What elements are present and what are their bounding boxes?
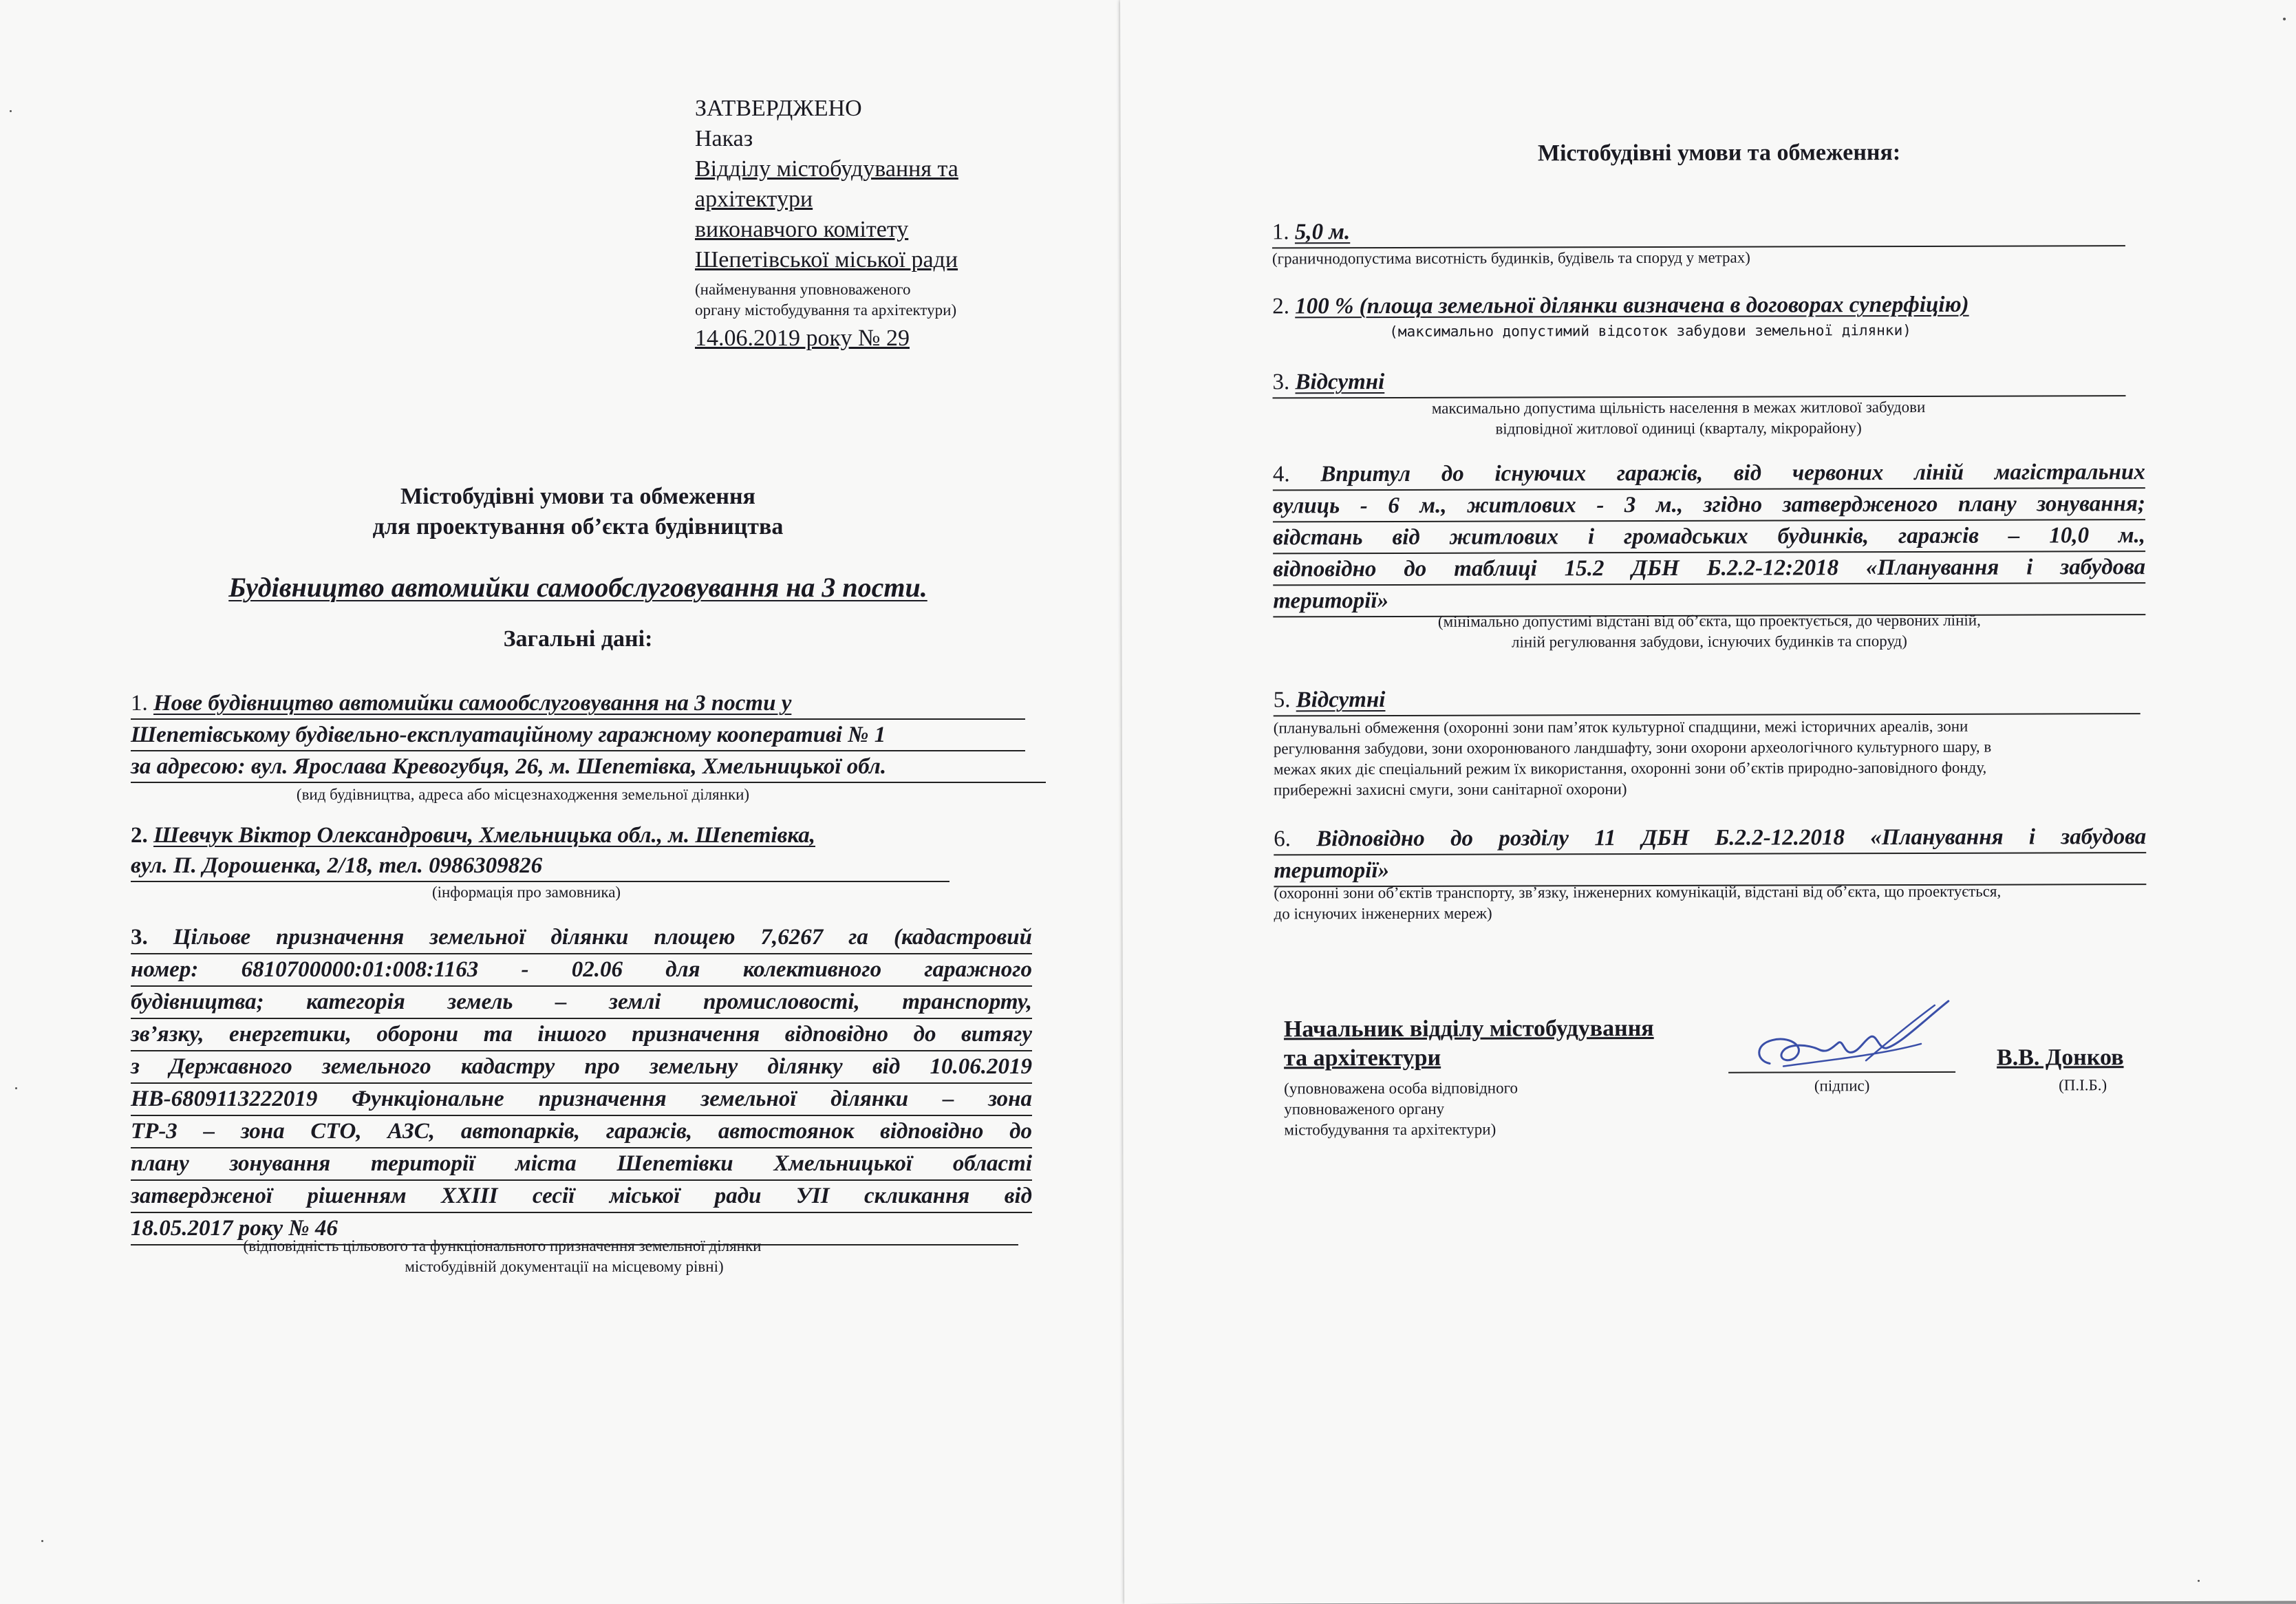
condition-4 — [1273, 457, 2146, 617]
item-number: 3. — [131, 925, 148, 950]
approval-block — [695, 94, 1080, 354]
item-number: 1. — [131, 691, 148, 716]
item-line: плану зонування території міста Шепетівки Хмельницької області — [131, 1148, 1032, 1181]
item-line: номер: 6810700000:01:008:1163 - 02.06 для колективного гаражного — [131, 954, 1032, 987]
condition-note: (граничнодопустима висотність будинків, будівель та споруд у метрах) — [1272, 248, 1750, 268]
signature-position — [1284, 1014, 1766, 1073]
item-line: з Державного земельного кадастру про земельну ділянку від 10.06.2019 — [131, 1051, 1032, 1084]
signature-note: (підпис) — [1814, 1077, 1870, 1095]
title-line: Містобудівні умови та обмеження — [400, 484, 755, 509]
condition-line: території» — [1273, 584, 2145, 617]
item-line: 18.05.2017 року № 46 — [131, 1213, 1018, 1245]
approval-org-line: виконавчого комітету — [695, 217, 909, 242]
approval-org-line: Відділу містобудування та — [695, 156, 958, 182]
condition-note: ліній регулювання забудови, існуючих будинків та споруд) — [1512, 632, 1907, 651]
item-note: (вид будівництва, адреса або місцезнаходження земельної ділянки) — [296, 786, 750, 803]
condition-line: Відповідно до розділу 11 ДБН Б.2.2-12.2018 «Планування і забудова — [1316, 824, 2147, 852]
item-line: зв’язку, енергетики, оборони та іншого призначення відповідно до витягу — [131, 1019, 1032, 1051]
item-line: Шепетівському будівельно-експлуатаційному гаражному кооперативі № 1 — [131, 720, 1025, 751]
general-heading: Загальні дані: — [503, 626, 653, 652]
condition-line: Відсутні — [1295, 369, 1385, 395]
approval-order: Наказ — [695, 126, 753, 151]
position-line: Начальник відділу містобудування — [1283, 1015, 1654, 1042]
condition-line: Впритул до існуючих гаражів, від червоних ліній магістральних — [1320, 460, 2145, 487]
condition-number: 5. — [1273, 687, 1291, 713]
conditions-heading: Містобудівні умови та обмеження: — [1537, 140, 1901, 167]
general-item-1 — [131, 688, 1039, 805]
signatory-name: В.В. Донков — [1996, 1045, 2124, 1071]
condition-1 — [1272, 215, 2167, 269]
approval-org-line: Шепетівської міської ради — [695, 247, 958, 272]
approval-org-line: архітектури — [695, 186, 813, 212]
condition-number: 6. — [1274, 826, 1291, 852]
condition-6 — [1274, 822, 2146, 887]
condition-note: (мінімально допустимі відстані від об’єкта, що проектується, до червоних ліній, — [1437, 611, 1981, 630]
condition-5 — [1274, 683, 2168, 800]
item-line: вул. П. Дорошенка, 2/18, тел. 0986309826 — [131, 851, 949, 882]
signature-position-note — [1284, 1078, 1628, 1140]
right-page — [1120, 0, 2296, 1604]
condition-2 — [1272, 289, 2167, 342]
position-note: містобудування та архітектури) — [1284, 1120, 1496, 1139]
approval-org-note: (найменування уповноваженого — [695, 281, 911, 298]
position-note: уповноваженого органу — [1284, 1100, 1445, 1118]
item-note: (інформація про замовника) — [431, 884, 621, 901]
condition-note: відповідної житлової одиниці (кварталу, мікрорайону) — [1495, 419, 1862, 438]
condition-note: (охоронні зони об’єктів транспорту, зв’язку, інженерних комунікацій, відстані від об’єкта, що проектується, — [1274, 882, 2002, 902]
condition-6-note — [1274, 881, 2168, 924]
item-note: містобудівній документації на місцевому рівні) — [405, 1258, 724, 1275]
condition-number: 1. — [1272, 220, 1289, 245]
condition-line: відстань від житлових і громадських будинків, гаражів – 10,0 м., — [1273, 520, 2145, 554]
condition-4-note — [1273, 610, 2145, 653]
item-line: Цільове призначення земельної ділянки площею 7,6267 га (кадастровий — [173, 925, 1033, 950]
item-line: НВ-6809113222019 Функціональне призначення земельної ділянки – зона — [131, 1084, 1032, 1116]
approval-heading: ЗАТВЕРДЖЕНО — [695, 96, 862, 121]
condition-line: вулиць - 6 м., житлових - 3 м., згідно затвердженого плану зонування; — [1273, 489, 2145, 522]
item-number: 2. — [131, 823, 148, 848]
position-note: (уповноважена особа відповідного — [1284, 1079, 1518, 1098]
condition-note: (максимально допустимий відсоток забудови земельної ділянки) — [1389, 321, 1911, 340]
condition-note: прибережні захисні смуги, зони санітарної охорони) — [1273, 780, 1627, 799]
condition-note: регулювання забудови, зони охоронюваного ландшафту, зони охорони археологічного культурного шару, в — [1273, 738, 1992, 758]
item3-note — [131, 1236, 874, 1277]
general-item-3 — [131, 922, 1032, 1245]
item-line: Нове будівництво автомийки самообслуговування на 3 пости у — [153, 691, 792, 716]
condition-number: 2. — [1272, 294, 1289, 319]
item-line: Шевчук Віктор Олександрович, Хмельницька обл., м. Шепетівка, — [153, 823, 815, 848]
item-note: (відповідність цільового та функціонального призначення земельної ділянки — [243, 1237, 762, 1254]
condition-number: 3. — [1272, 370, 1290, 395]
condition-note: межах яких діє спеціальний режим їх використання, охоронні зони об’єктів природно-заповідного фонду, — [1273, 758, 1987, 778]
condition-line: 100 % (площа земельної ділянки визначена в договорах суперфіцію) — [1295, 292, 1969, 319]
title-line: для проектування об’єкта будівництва — [372, 514, 784, 539]
condition-note: (планувальні обмеження (охоронні зони пам’яток культурної спадщини, межі історичних ареалів, зони — [1273, 717, 1968, 737]
approval-date-number: 14.06.2019 року № 29 — [695, 325, 910, 351]
condition-number: 4. — [1272, 462, 1290, 487]
condition-3 — [1272, 365, 2167, 440]
approval-org-note: органу містобудування та архітектури) — [695, 301, 957, 319]
item-line: будівництва; категорія земель – землі промисловості, транспорту, — [131, 987, 1032, 1019]
left-page — [0, 0, 1141, 1604]
item-line: затвердженої рішенням XXIII сесії міської ради УІІ скликання від — [131, 1181, 1032, 1213]
signatory-name-note: (П.І.Б.) — [2059, 1076, 2107, 1094]
item-line: за адресою: вул. Ярослава Кревогубця, 26, м. Шепетівка, Хмельницької обл. — [131, 751, 1046, 783]
general-item-2 — [131, 820, 1039, 903]
position-line: та архітектури — [1283, 1045, 1441, 1071]
condition-note: до існуючих інженерних мереж) — [1274, 904, 1492, 923]
condition-note: максимально допустима щільність населення в межах житлової забудови — [1431, 398, 1926, 417]
condition-line: території» — [1274, 853, 2146, 887]
condition-line: Відсутні — [1296, 687, 1386, 713]
condition-line: відповідно до таблиці 15.2 ДБН Б.2.2-12:2018 «Планування і забудова — [1273, 552, 2145, 586]
condition-line: 5,0 м. — [1294, 220, 1351, 245]
object-title: Будівництво автомийки самообслуговування на 3 пости. — [228, 572, 927, 603]
document-title — [206, 482, 949, 542]
item-line: ТР-3 – зона СТО, АЗС, автопарків, гаражів, автостоянок відповідно до — [131, 1116, 1032, 1148]
